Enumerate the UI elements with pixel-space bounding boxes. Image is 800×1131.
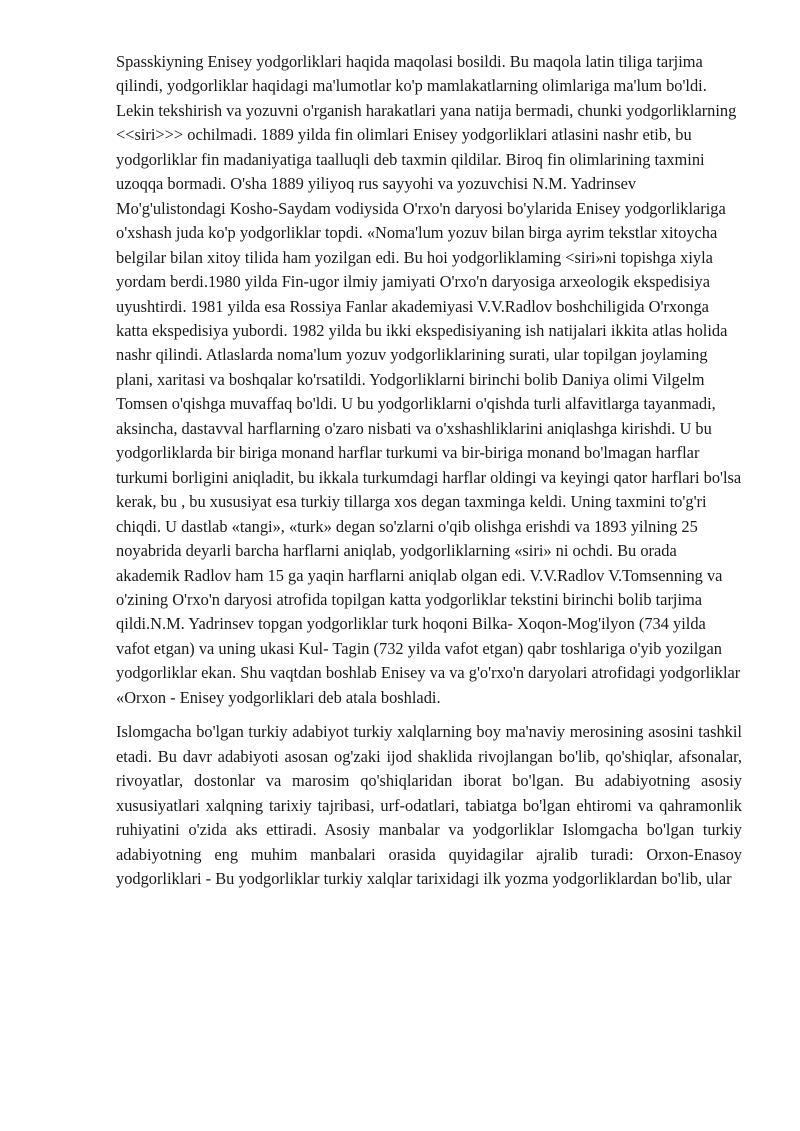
- body-paragraph-2: Islomgacha bo'lgan turkiy adabiyot turkiy xalqlarning boy ma'naviy merosining asosini tashkil etadi. Bu davr adabiyoti asosan og'zaki ijod shaklida rivojlangan bo'lib, qo'shiqlar, afsonalar, rivoyatlar, dostonlar va marosim qo'shiqlaridan iborat bo'lgan. Bu adabiyotning asosiy xususiyatlari xalqning tarixiy tajribasi, urf-odatlari, tabiatga bo'lgan ehtiromi va qahramonlik ruhiyatini o'zida aks ettiradi. Asosiy manbalar va yodgorliklar Islomgacha bo'lgan turkiy adabiyotning eng muhim manbalari orasida quyidagilar ajralib turadi: Orxon-Enasoy yodgorliklari - Bu yodgorliklar turkiy xalqlar tarixidagi ilk yozma yodgorliklardan bo'lib, ular: [116, 722, 742, 888]
- body-paragraph-1: Spasskiyning Enisey yodgorliklari haqida maqolasi bosildi. Bu maqola latin tiliga tarjima qilindi, yodgorliklar haqidagi ma'lumotlar ko'p mamlakatlarning olimlariga ma'lum bo'ldi. Lekin tekshirish va yozuvni o'rganish harakatlari yana natija bermadi, chunki yodgorliklarning <<siri>>> ochilmadi. 1889 yilda fin olimlari Enisey yodgorliklari atlasini nashr etib, bu yodgorliklar fin madaniyatiga taalluqli deb taxmin qildilar. Biroq fin olimlarining taxmini uzoqqa bormadi. O'sha 1889 yiliyoq rus sayyohi va yozuvchisi N.M. Yadrinsev Mo'g'ulistondagi Kosho-Saydam vodiysida O'rxo'n daryosi bo'ylarida Enisey yodgorliklariga o'xshash juda ko'p yodgorliklar topdi. «Noma'lum yozuv bilan birga ayrim tekstlar xitoycha belgilar bilan xitoy tilida ham yozilgan edi. Bu hoi yodgorliklaming <siri»ni topishga xiyla yordam berdi.1980 yilda Fin-ugor ilmiy jamiyati O'rxo'n daryosiga arxeologik ekspedisiya uyushtirdi. 1981 yilda esa Rossiya Fanlar akademiyasi V.V.Radlov boshchiligida O'rxonga katta ekspedisiya yubordi. 1982 yilda bu ikki ekspedisiyaning ish natijalari ikkita atlas holida nashr qilindi. Atlaslarda noma'lum yozuv yodgorliklarining surati, ular topilgan joylaming plani, xaritasi va boshqalar ko'rsatildi. Yodgorliklarni birinchi bolib Daniya olimi Vilgelm Tomsen o'qishga muvaffaq bo'ldi. U bu yodgorliklarni o'qishda turli alfavitlarga tayanmadi, aksincha, dastavval harflarning o'zaro nisbati va o'xshashliklarini aniqlashga kirishdi. U bu yodgorliklarda bir biriga monand harflar turkumi va bir-biriga monand bo'lmagan harflar turkumi borligini aniqladit, bu ikkala turkumdagi harflar oldingi va keyingi qator harflari bo'lsa kerak, bu , bu xususiyat esa turkiy tillarga xos degan taxminga keldi. Uning taxmini to'g'ri chiqdi. U dastlab «tangi», «turk» degan so'zlarni o'qib olishga erishdi va 1893 yilning 25 noyabrida deyarli barcha harflarni aniqlab, yodgorliklarning «siri» ni ochdi. Bu orada akademik Radlov ham 15 ga yaqin harflarni aniqlab olgan edi. V.V.Radlov V.Tomsenning va o'zining O'rxo'n daryosi atrofida topilgan katta yodgorliklar tekstini birinchi bolib tarjima qildi.N.M. Yadrinsev topgan yodgorliklar turk hoqoni Bilka- Xoqon-Mog'ilyon (734 yilda vafot etgan) va uning ukasi Kul- Tagin (732 yilda vafot etgan) qabr toshlariga o'yib yozilgan yodgorliklar ekan. Shu vaqtdan boshlab Enisey va va g'o'rxo'n daryolari atrofidagi yodgorliklar «Orxon - Enisey yodgorliklari deb atala boshladi.: [116, 52, 742, 707]
